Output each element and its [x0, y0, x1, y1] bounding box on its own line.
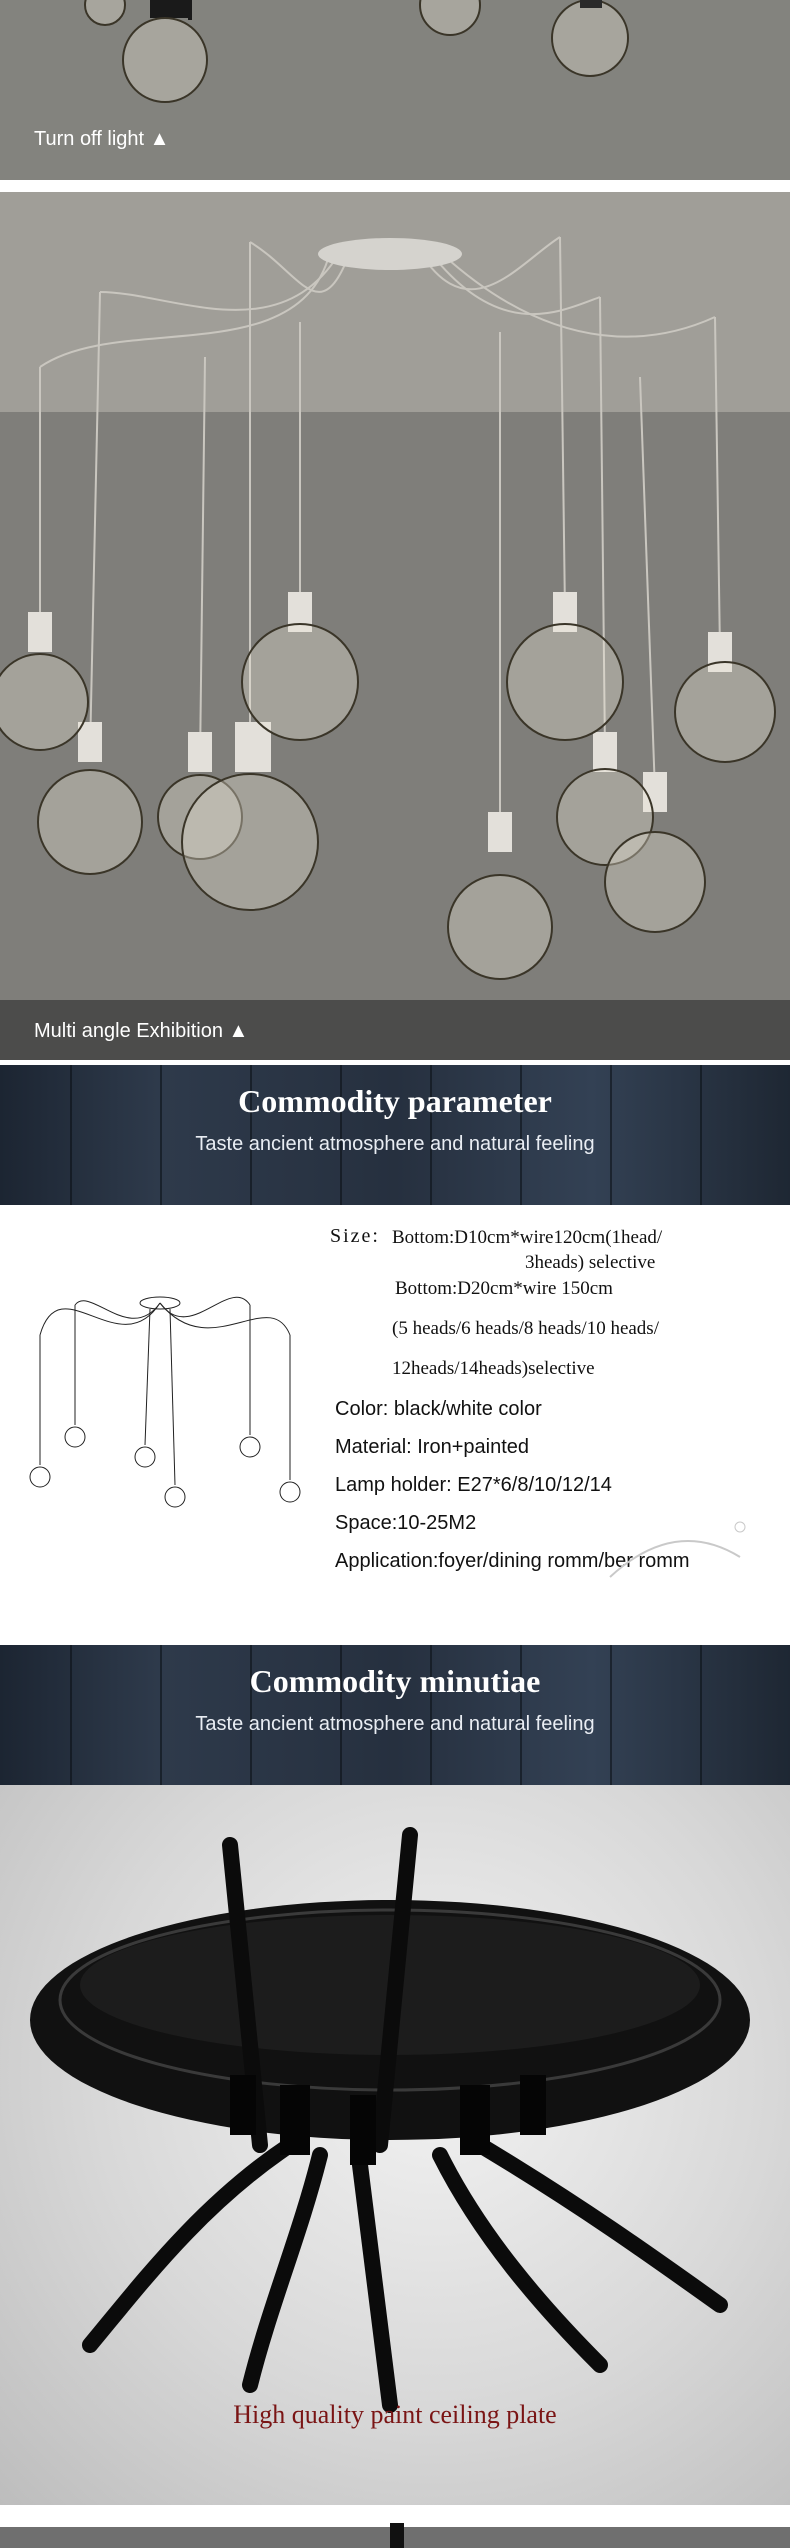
minutiae-subtitle: Taste ancient atmosphere and natural feeling — [195, 1713, 595, 1735]
size-line-2: 3heads) selective — [525, 1252, 656, 1273]
size-label: Size: — [330, 1225, 380, 1247]
multi-angle-photo — [0, 192, 790, 1060]
parameter-section — [0, 1205, 790, 1645]
material-spec: Material: Iron+painted — [335, 1436, 530, 1458]
space-spec: Space:10-25M2 — [335, 1512, 477, 1534]
minutiae-title: Commodity minutiae — [249, 1663, 541, 1699]
next-section-top — [0, 2505, 790, 2548]
size-line-5: 12heads/14heads)selective — [392, 1358, 595, 1379]
lamp-cord-image — [0, 2505, 790, 2548]
application-spec: Application:foyer/dining romm/ber romm — [335, 1550, 690, 1572]
parameter-title: Commodity parameter — [238, 1083, 552, 1119]
size-line-4: (5 heads/6 heads/8 heads/10 heads/ — [392, 1318, 659, 1339]
turn-off-light-photo — [0, 0, 790, 180]
ceiling-plate-caption: High quality paint ceiling plate — [233, 2400, 557, 2429]
multi-angle-caption: Multi angle Exhibition ▲ — [34, 1020, 249, 1042]
brand-watermark-image — [600, 1507, 750, 1597]
lamp-bulbs-image — [0, 0, 790, 180]
parameter-subtitle: Taste ancient atmosphere and natural feeling — [195, 1133, 595, 1155]
commodity-parameter-banner — [0, 1065, 790, 1205]
ceiling-plate-image — [0, 1785, 790, 2505]
lamp-holder-spec: Lamp holder: E27*6/8/10/12/14 — [335, 1474, 612, 1496]
color-spec: Color: black/white color — [335, 1398, 542, 1420]
commodity-minutiae-banner — [0, 1645, 790, 1785]
size-line-1: Bottom:D10cm*wire120cm(1head/ — [392, 1227, 663, 1248]
chandelier-sketch-image — [20, 1245, 330, 1515]
turn-off-caption: Turn off light ▲ — [34, 128, 170, 150]
size-line-3: Bottom:D20cm*wire 150cm — [395, 1278, 613, 1299]
spider-chandelier-image — [0, 192, 790, 1060]
ceiling-plate-photo — [0, 1785, 790, 2505]
